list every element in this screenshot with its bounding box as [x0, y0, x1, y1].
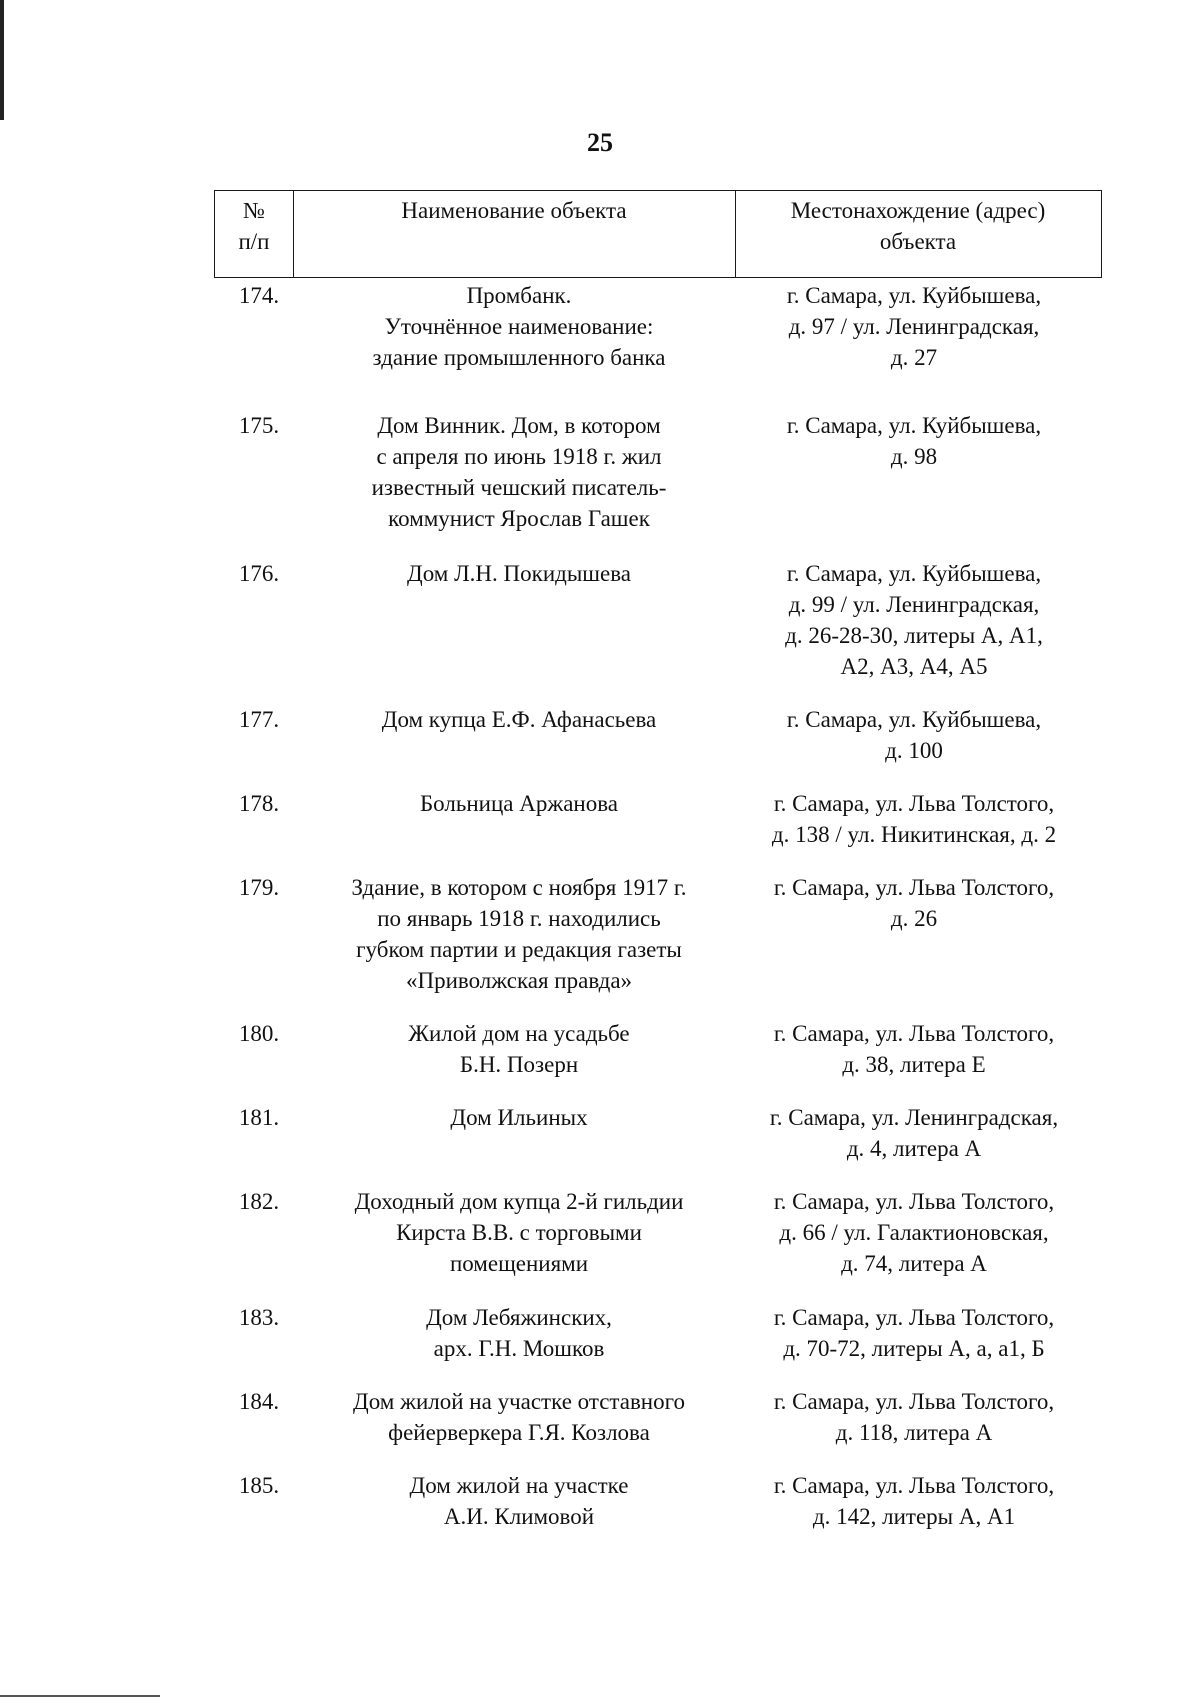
object-address-line: г. Самара, ул. Куйбышева, [786, 413, 1042, 438]
row-number: 180. [238, 1021, 280, 1046]
object-address [734, 558, 1094, 682]
row-number: 178. [238, 791, 280, 816]
object-name [309, 1018, 729, 1080]
header-num-line: п/п [238, 229, 270, 254]
object-name [309, 1302, 729, 1364]
object-name-line: Больница Аржанова [419, 791, 619, 816]
object-name-line: «Приволжская правда» [405, 968, 633, 993]
object-address [734, 872, 1094, 934]
object-address [734, 1302, 1094, 1364]
row-number: 179. [238, 875, 280, 900]
header-num-line: № [243, 198, 265, 223]
object-address [734, 410, 1094, 472]
object-address-line: д. 138 / ул. Никитинская, д. 2 [771, 822, 1057, 847]
object-name-line: известный чешский писатель- [371, 475, 667, 500]
page-number: 25 [587, 128, 613, 157]
object-address-line: г. Самара, ул. Льва Толстого, [773, 1389, 1055, 1414]
object-name [309, 558, 729, 589]
object-address-line: д. 66 / ул. Галактионовская, [779, 1220, 1049, 1245]
object-address [734, 280, 1094, 373]
object-address-line: г. Самара, ул. Льва Толстого, [773, 791, 1055, 816]
object-name-line: Жилой дом на усадьбе [408, 1021, 630, 1046]
row-number: 181. [238, 1105, 280, 1130]
object-name-line: Промбанк. [466, 283, 572, 308]
object-name-line: Дом Винник. Дом, в котором [377, 413, 661, 438]
object-name-line: Доходный дом купца 2-й гильдии [354, 1189, 684, 1214]
object-address-line: д. 27 [890, 345, 938, 370]
object-address [734, 788, 1094, 850]
object-name [309, 788, 729, 819]
row-number: 183. [238, 1305, 280, 1330]
object-name-line: Дом купца Е.Ф. Афанасьева [381, 707, 657, 732]
object-address-line: г. Самара, ул. Ленинградская, [769, 1105, 1059, 1130]
object-address [734, 704, 1094, 766]
object-address-line: д. 38, литера Е [842, 1052, 986, 1077]
object-address-line: д. 26 [890, 906, 938, 931]
object-name-line: Здание, в котором с ноября 1917 г. [351, 875, 687, 900]
object-address-line: г. Самара, ул. Льва Толстого, [773, 1189, 1055, 1214]
object-name [309, 1386, 729, 1448]
object-name-line: А.И. Климовой [443, 1504, 595, 1529]
object-name [309, 1102, 729, 1133]
header-num [215, 195, 293, 257]
object-address-line: д. 26-28-30, литеры А, А1, [785, 623, 1043, 648]
object-address-line: д. 118, литера А [835, 1420, 993, 1445]
object-address-line: д. 99 / ул. Ленинградская, [788, 592, 1040, 617]
object-name-line: Дом Ильиных [450, 1105, 588, 1130]
header-address [735, 195, 1101, 257]
object-name-line: фейерверкера Г.Я. Козлова [388, 1420, 650, 1445]
object-address-line: д. 100 [885, 738, 943, 763]
object-name-line: Б.Н. Позерн [459, 1052, 579, 1077]
row-number: 174. [238, 283, 280, 308]
object-address-line: д. 98 [890, 444, 938, 469]
header-address-line: объекта [879, 229, 957, 254]
object-address-line: д. 70-72, литеры А, а, а1, Б [783, 1336, 1045, 1361]
row-number: 185. [238, 1473, 280, 1498]
row-number: 176. [238, 561, 280, 586]
object-address-line: г. Самара, ул. Льва Толстого, [773, 1021, 1055, 1046]
header-name-line: Наименование объекта [401, 198, 627, 223]
object-name [309, 1470, 729, 1532]
object-name-line: с апреля по июнь 1918 г. жил [376, 444, 662, 469]
object-name [309, 410, 729, 534]
scan-edge-mark [0, 0, 4, 120]
object-address-line: г. Самара, ул. Куйбышева, [786, 707, 1042, 732]
object-address-line: д. 74, литера А [841, 1251, 987, 1276]
object-name-line: Дом жилой на участке [409, 1473, 629, 1498]
row-number: 182. [238, 1189, 280, 1214]
object-address [734, 1470, 1094, 1532]
object-name-line: губком партии и редакция газеты [356, 937, 682, 962]
object-name-line: помещениями [449, 1251, 589, 1276]
object-name [309, 704, 729, 735]
object-name-line: по январь 1918 г. находились [377, 906, 661, 931]
object-name-line: коммунист Ярослав Гашек [388, 506, 650, 531]
object-address-line: г. Самара, ул. Куйбышева, [786, 283, 1042, 308]
object-address [734, 1018, 1094, 1080]
table-header [214, 190, 1102, 278]
object-address-line: д. 142, литеры А, А1 [812, 1504, 1016, 1529]
row-number: 184. [238, 1389, 280, 1414]
object-address-line: д. 97 / ул. Ленинградская, [788, 314, 1040, 339]
object-address-line: г. Самара, ул. Льва Толстого, [773, 1305, 1055, 1330]
object-name-line: Дом жилой на участке отставного [353, 1389, 685, 1414]
object-address-line: г. Самара, ул. Куйбышева, [786, 561, 1042, 586]
object-address [734, 1186, 1094, 1279]
object-name-line: Дом Л.Н. Покидышева [407, 561, 631, 586]
object-name [309, 1186, 729, 1279]
object-name [309, 872, 729, 996]
object-name-line: арх. Г.Н. Мошков [433, 1336, 605, 1361]
scan-edge-mark [0, 1695, 160, 1697]
object-name-line: здание промышленного банка [372, 345, 666, 370]
object-name-line: Кирста В.В. с торговыми [396, 1220, 642, 1245]
object-address-line: д. 4, литера А [846, 1136, 982, 1161]
header-name [293, 195, 735, 226]
object-address [734, 1386, 1094, 1448]
row-number: 177. [238, 707, 280, 732]
object-name [309, 280, 729, 373]
object-address [734, 1102, 1094, 1164]
header-address-line: Местонахождение (адрес) [790, 198, 1046, 223]
object-address-line: г. Самара, ул. Льва Толстого, [773, 1473, 1055, 1498]
object-address-line: г. Самара, ул. Льва Толстого, [773, 875, 1055, 900]
object-name-line: Уточнённое наименование: [384, 314, 654, 339]
object-address-line: А2, А3, А4, А5 [840, 654, 988, 679]
row-number: 175. [238, 413, 280, 438]
object-name-line: Дом Лебяжинских, [426, 1305, 612, 1330]
